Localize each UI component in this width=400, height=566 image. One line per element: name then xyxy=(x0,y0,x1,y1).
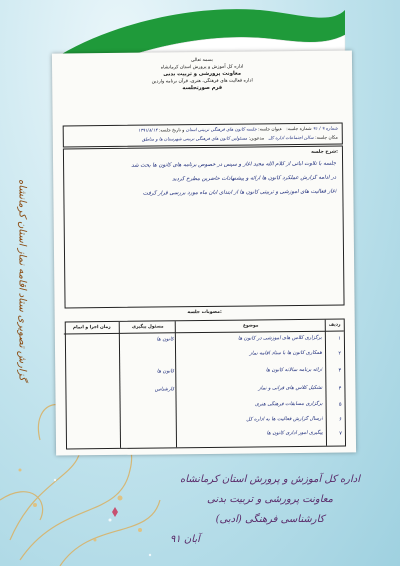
side-caption-text: گزارش تصویری ستاد اقامه نماز استان کرمانشاه xyxy=(16,179,28,381)
description-line-1: جلسه با تلاوت آیاتی از کلام الله مجید آغاز و سپس در خصوص برنامه های کانون ها بحث شد xyxy=(131,160,337,169)
row-number: ۷ xyxy=(339,430,342,437)
meta-number-label: شماره جلسه: xyxy=(286,126,312,133)
row-number: ۴ xyxy=(338,385,342,392)
col-header-row: ردیف xyxy=(326,320,344,332)
row-topic: برگزاری کلاس های آموزشی در کانون ها xyxy=(238,334,322,342)
bottom-caption-line-4: آبان ۹۱ xyxy=(170,534,200,545)
description-line-3: آغاز فعالیت های آموزشی و تربیتی کانون ها از ابتدای آبان ماه مورد بررسی قرار گرفت xyxy=(142,188,337,197)
row-topic: تشکیل کلاس های قرآنی و نماز xyxy=(258,384,323,392)
bottom-caption-line-3: کارشناسی فرهنگی (ادبی) xyxy=(215,514,325,525)
side-caption xyxy=(4,130,40,430)
meta-place-value: سالن اجتماعات اداره کل xyxy=(268,135,314,142)
row-topic: برگزاری مسابقات فرهنگی هنری xyxy=(254,400,323,408)
row-topic: ارائه برنامه سالانه کانون ها xyxy=(265,366,323,374)
row-topic: همکاری کانون ها با ستاد اقامه نماز xyxy=(249,349,323,357)
meeting-description-box xyxy=(63,146,345,309)
meeting-meta-box xyxy=(63,123,343,148)
header-line-4: اداره فعالیت های فرهنگی، هنری، قرآن برنامه واردین xyxy=(151,78,253,85)
column-divider xyxy=(175,321,177,447)
meta-title-label: عنوان جلسه: xyxy=(258,127,283,133)
bottom-caption-line-1: اداره کل آموزش و پرورش استان کرمانشاه xyxy=(179,474,361,485)
row-owner: کارشناس xyxy=(154,386,175,393)
meta-place-label: مکان جلسه: xyxy=(315,135,338,141)
meeting-minutes-document xyxy=(52,50,356,455)
meta-date-value: ۱۳۹۱/۸/۱۴ xyxy=(137,128,158,134)
row-number: ۲ xyxy=(338,350,342,357)
header-line-2: اداره کل آموزش و پرورش استان کرمانشاه xyxy=(160,64,244,71)
row-owner: کانون ها xyxy=(156,336,174,343)
meta-row-1 xyxy=(138,127,338,134)
header-line-5: فرم صورتجلسه xyxy=(182,84,223,92)
col-header-owner: مسئول پیگیری xyxy=(120,321,176,334)
description-line-2: در ادامه گزارش عملکرد کانون ها ارائه و پیشنهادات حاضرین مطرح گردید xyxy=(172,174,337,183)
document-header xyxy=(52,50,352,93)
row-topic: پیگیری امور اداری کانون ها xyxy=(266,429,323,437)
row-topic: ارسال گزارش فعالیت ها به اداره کل xyxy=(246,415,323,423)
col-header-time: زمان اجرا و اتمام xyxy=(64,322,120,335)
bottom-caption-line-2: معاونت پرورشی و تربیت بدنی xyxy=(207,494,333,505)
resolutions-title: مصوبات جلسه: xyxy=(187,309,222,316)
row-number: ۶ xyxy=(339,416,342,423)
row-number: ۵ xyxy=(338,401,342,408)
row-number: ۳ xyxy=(338,367,342,374)
resolutions-table xyxy=(65,319,346,450)
meta-number-value: شماره ۹ / ۹۱ xyxy=(312,126,338,132)
row-owner: کانون ها xyxy=(156,368,175,375)
header-line-1: بسمه تعالی xyxy=(190,57,214,64)
column-divider xyxy=(119,322,121,448)
header-line-3: معاونت پرورشی و تربیت بدنی xyxy=(163,70,242,78)
meta-row-2 xyxy=(142,136,338,143)
description-label: شرح جلسه: xyxy=(311,149,338,155)
bottom-caption xyxy=(150,470,390,550)
row-number: ۱ xyxy=(338,335,341,342)
meta-date-label: و تاریخ جلسه: xyxy=(158,128,185,134)
column-divider xyxy=(325,320,327,446)
col-header-topic: موضوع xyxy=(176,320,326,334)
meta-title-value: جلسه کانون های فرهنگی تربیتی استان xyxy=(185,127,257,134)
meta-attendees-value: مسئولین کانون های فرهنگی تربیتی شهرستان ها و مناطق xyxy=(141,136,248,143)
meta-attendees-label: مدعوین: xyxy=(248,136,265,142)
